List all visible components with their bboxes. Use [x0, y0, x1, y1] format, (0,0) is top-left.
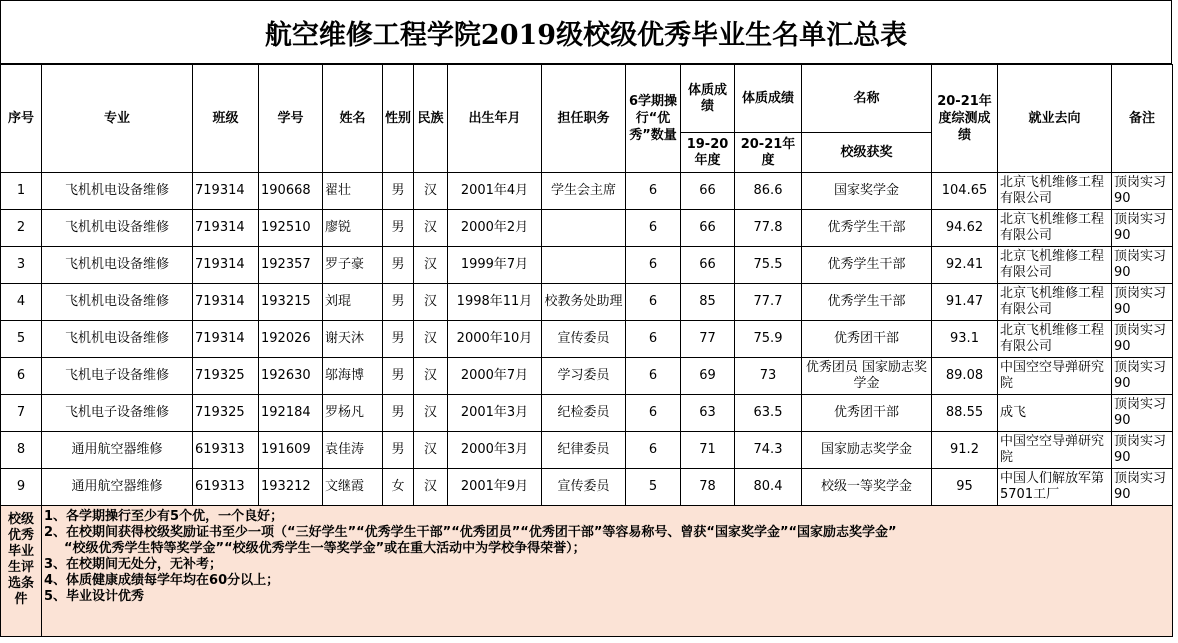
cell-count: 6 [626, 358, 681, 395]
cell-major: 飞机电子设备维修 [42, 395, 193, 432]
cell-birth: 2001年3月 [448, 395, 542, 432]
cell-award: 优秀学生干部 [802, 247, 932, 284]
cell-student-id: 192510 [259, 210, 323, 247]
header-pe-year-2: 20-21年度 [735, 133, 802, 173]
cell-ethnicity: 汉 [414, 284, 448, 321]
cell-major: 通用航空器维修 [42, 469, 193, 506]
header-student-id: 学号 [259, 65, 323, 173]
header-award-name: 名称 [802, 65, 932, 133]
cell-score: 93.1 [932, 321, 998, 358]
cell-pe1: 69 [681, 358, 735, 395]
cell-gender: 男 [383, 210, 414, 247]
table-row [1, 173, 1173, 210]
cell-ethnicity: 汉 [414, 173, 448, 210]
table-row [1, 210, 1173, 247]
cell-ethnicity: 汉 [414, 395, 448, 432]
cell-count: 6 [626, 284, 681, 321]
cell-class: 719325 [193, 395, 259, 432]
cell-pe1: 66 [681, 173, 735, 210]
cell-birth: 2000年3月 [448, 432, 542, 469]
cell-remark: 顶岗实习90 [1112, 247, 1173, 284]
cell-birth: 1999年7月 [448, 247, 542, 284]
cell-score: 91.47 [932, 284, 998, 321]
header-class: 班级 [193, 65, 259, 173]
cell-seq: 4 [1, 284, 42, 321]
cell-score: 89.08 [932, 358, 998, 395]
cell-remark: 顶岗实习90 [1112, 432, 1173, 469]
cell-student-id: 192026 [259, 321, 323, 358]
cell-score: 88.55 [932, 395, 998, 432]
cell-position: 纪律委员 [542, 432, 626, 469]
cell-class: 619313 [193, 432, 259, 469]
cell-student-id: 192630 [259, 358, 323, 395]
cell-employment: 中国人们解放军第5701工厂 [998, 469, 1112, 506]
cell-position: 宣传委员 [542, 469, 626, 506]
cell-remark: 顶岗实习90 [1112, 469, 1173, 506]
header-award-sub: 校级获奖 [802, 133, 932, 173]
header-composite: 20-21年度综测成绩 [932, 65, 998, 173]
cell-remark: 顶岗实习90 [1112, 284, 1173, 321]
cell-remark: 顶岗实习90 [1112, 395, 1173, 432]
cell-score: 92.41 [932, 247, 998, 284]
cell-position [542, 210, 626, 247]
cell-pe1: 85 [681, 284, 735, 321]
criteria-line-1: 1、各学期操行至少有5个优，一个良好； [44, 509, 284, 524]
cell-pe2: 73 [735, 358, 802, 395]
cell-seq: 1 [1, 173, 42, 210]
criteria-line-3: 3、在校期间无处分，无补考； [44, 557, 223, 572]
cell-pe1: 77 [681, 321, 735, 358]
cell-student-id: 192184 [259, 395, 323, 432]
cell-seq: 2 [1, 210, 42, 247]
criteria-line-2b: “校级优秀学生特等奖学金”“校级优秀学生一等奖学金”或在重大活动中为学校争得荣誉）； [64, 541, 586, 556]
cell-major: 飞机电子设备维修 [42, 358, 193, 395]
cell-employment: 北京飞机维修工程有限公司 [998, 173, 1112, 210]
cell-count: 6 [626, 247, 681, 284]
cell-gender: 女 [383, 469, 414, 506]
cell-name: 翟壮 [323, 173, 383, 210]
cell-birth: 1998年11月 [448, 284, 542, 321]
cell-award: 校级一等奖学金 [802, 469, 932, 506]
cell-birth: 2000年10月 [448, 321, 542, 358]
cell-pe1: 66 [681, 210, 735, 247]
cell-seq: 7 [1, 395, 42, 432]
cell-pe2: 77.8 [735, 210, 802, 247]
criteria-text [42, 506, 1173, 637]
cell-position: 学习委员 [542, 358, 626, 395]
table-row [1, 284, 1173, 321]
cell-award: 优秀学生干部 [802, 210, 932, 247]
cell-major: 通用航空器维修 [42, 432, 193, 469]
cell-employment: 北京飞机维修工程有限公司 [998, 210, 1112, 247]
cell-student-id: 193212 [259, 469, 323, 506]
header-excellent-count: 6学期操行“优秀”数量 [626, 65, 681, 173]
header-seq: 序号 [1, 65, 42, 173]
cell-gender: 男 [383, 321, 414, 358]
cell-student-id: 193215 [259, 284, 323, 321]
cell-major: 飞机机电设备维修 [42, 173, 193, 210]
header-ethnicity: 民族 [414, 65, 448, 173]
cell-student-id: 190668 [259, 173, 323, 210]
cell-ethnicity: 汉 [414, 321, 448, 358]
cell-count: 6 [626, 210, 681, 247]
cell-seq: 3 [1, 247, 42, 284]
header-pe-score-2: 体质成绩 [735, 65, 802, 133]
header-birth: 出生年月 [448, 65, 542, 173]
student-table [0, 64, 1173, 637]
cell-award: 优秀团干部 [802, 321, 932, 358]
cell-count: 5 [626, 469, 681, 506]
cell-employment: 北京飞机维修工程有限公司 [998, 247, 1112, 284]
cell-name: 刘琨 [323, 284, 383, 321]
cell-pe1: 63 [681, 395, 735, 432]
cell-major: 飞机机电设备维修 [42, 284, 193, 321]
cell-major: 飞机机电设备维修 [42, 210, 193, 247]
cell-score: 91.2 [932, 432, 998, 469]
cell-pe1: 78 [681, 469, 735, 506]
header-employment: 就业去向 [998, 65, 1112, 173]
table-row [1, 469, 1173, 506]
cell-award: 国家励志奖学金 [802, 432, 932, 469]
cell-position: 纪检委员 [542, 395, 626, 432]
cell-count: 6 [626, 432, 681, 469]
cell-score: 95 [932, 469, 998, 506]
cell-gender: 男 [383, 358, 414, 395]
cell-pe2: 77.7 [735, 284, 802, 321]
cell-count: 6 [626, 321, 681, 358]
cell-birth: 2001年9月 [448, 469, 542, 506]
cell-gender: 男 [383, 284, 414, 321]
cell-name: 文继霞 [323, 469, 383, 506]
header-major: 专业 [42, 65, 193, 173]
cell-class: 719314 [193, 247, 259, 284]
cell-count: 6 [626, 395, 681, 432]
cell-gender: 男 [383, 247, 414, 284]
criteria-line-4: 4、体质健康成绩每学年均在60分以上； [44, 573, 280, 588]
cell-remark: 顶岗实习90 [1112, 321, 1173, 358]
criteria-label: 校级优秀毕业生评选条件 [1, 506, 42, 637]
cell-name: 谢天沐 [323, 321, 383, 358]
cell-student-id: 192357 [259, 247, 323, 284]
criteria-line-2a: 2、在校期间获得校级奖励证书至少一项（“三好学生”“优秀学生干部”“优秀团员”“优秀团干部”等容易称号、曾获“国家奖学金”“国家励志奖学金” [44, 525, 897, 540]
cell-employment: 中国空空导弹研究院 [998, 432, 1112, 469]
cell-class: 719314 [193, 284, 259, 321]
cell-major: 飞机机电设备维修 [42, 247, 193, 284]
cell-remark: 顶岗实习90 [1112, 210, 1173, 247]
cell-ethnicity: 汉 [414, 247, 448, 284]
table-row [1, 358, 1173, 395]
cell-birth: 2001年4月 [448, 173, 542, 210]
cell-position: 学生会主席 [542, 173, 626, 210]
cell-pe2: 75.9 [735, 321, 802, 358]
cell-birth: 2000年2月 [448, 210, 542, 247]
cell-pe2: 80.4 [735, 469, 802, 506]
cell-award: 优秀团干部 [802, 395, 932, 432]
cell-employment: 中国空空导弹研究院 [998, 358, 1112, 395]
cell-class: 719314 [193, 210, 259, 247]
cell-award: 国家奖学金 [802, 173, 932, 210]
cell-class: 719325 [193, 358, 259, 395]
cell-ethnicity: 汉 [414, 210, 448, 247]
cell-remark: 顶岗实习90 [1112, 173, 1173, 210]
criteria-row [1, 506, 1173, 637]
cell-pe2: 75.5 [735, 247, 802, 284]
header-remark: 备注 [1112, 65, 1173, 173]
cell-pe1: 71 [681, 432, 735, 469]
header-name: 姓名 [323, 65, 383, 173]
cell-position: 校教务处助理 [542, 284, 626, 321]
cell-remark: 顶岗实习90 [1112, 358, 1173, 395]
cell-seq: 6 [1, 358, 42, 395]
cell-ethnicity: 汉 [414, 358, 448, 395]
cell-seq: 5 [1, 321, 42, 358]
cell-major: 飞机机电设备维修 [42, 321, 193, 358]
table-row [1, 321, 1173, 358]
cell-score: 104.65 [932, 173, 998, 210]
cell-count: 6 [626, 173, 681, 210]
cell-pe2: 74.3 [735, 432, 802, 469]
cell-award: 优秀学生干部 [802, 284, 932, 321]
cell-position: 宣传委员 [542, 321, 626, 358]
cell-pe2: 86.6 [735, 173, 802, 210]
cell-seq: 9 [1, 469, 42, 506]
cell-employment: 成飞 [998, 395, 1112, 432]
cell-name: 廖锐 [323, 210, 383, 247]
cell-gender: 男 [383, 395, 414, 432]
criteria-line-5: 5、毕业设计优秀 [44, 589, 145, 604]
cell-ethnicity: 汉 [414, 469, 448, 506]
cell-employment: 北京飞机维修工程有限公司 [998, 284, 1112, 321]
table-row [1, 432, 1173, 469]
cell-pe2: 63.5 [735, 395, 802, 432]
cell-employment: 北京飞机维修工程有限公司 [998, 321, 1112, 358]
cell-ethnicity: 汉 [414, 432, 448, 469]
cell-pe1: 66 [681, 247, 735, 284]
header-gender: 性别 [383, 65, 414, 173]
cell-award: 优秀团员 国家励志奖学金 [802, 358, 932, 395]
cell-score: 94.62 [932, 210, 998, 247]
cell-position [542, 247, 626, 284]
header-pe-year-1: 19-20年度 [681, 133, 735, 173]
cell-student-id: 191609 [259, 432, 323, 469]
sheet-title: 航空维修工程学院2019级校级优秀毕业生名单汇总表 [0, 0, 1172, 64]
cell-name: 罗子豪 [323, 247, 383, 284]
cell-name: 袁佳涛 [323, 432, 383, 469]
header-pe-score-1: 体质成绩 [681, 65, 735, 133]
table-row [1, 395, 1173, 432]
cell-name: 罗杨凡 [323, 395, 383, 432]
cell-class: 719314 [193, 321, 259, 358]
cell-gender: 男 [383, 173, 414, 210]
cell-gender: 男 [383, 432, 414, 469]
table-row [1, 247, 1173, 284]
cell-seq: 8 [1, 432, 42, 469]
header-position: 担任职务 [542, 65, 626, 173]
cell-class: 719314 [193, 173, 259, 210]
cell-birth: 2000年7月 [448, 358, 542, 395]
cell-name: 邬海博 [323, 358, 383, 395]
cell-class: 619313 [193, 469, 259, 506]
